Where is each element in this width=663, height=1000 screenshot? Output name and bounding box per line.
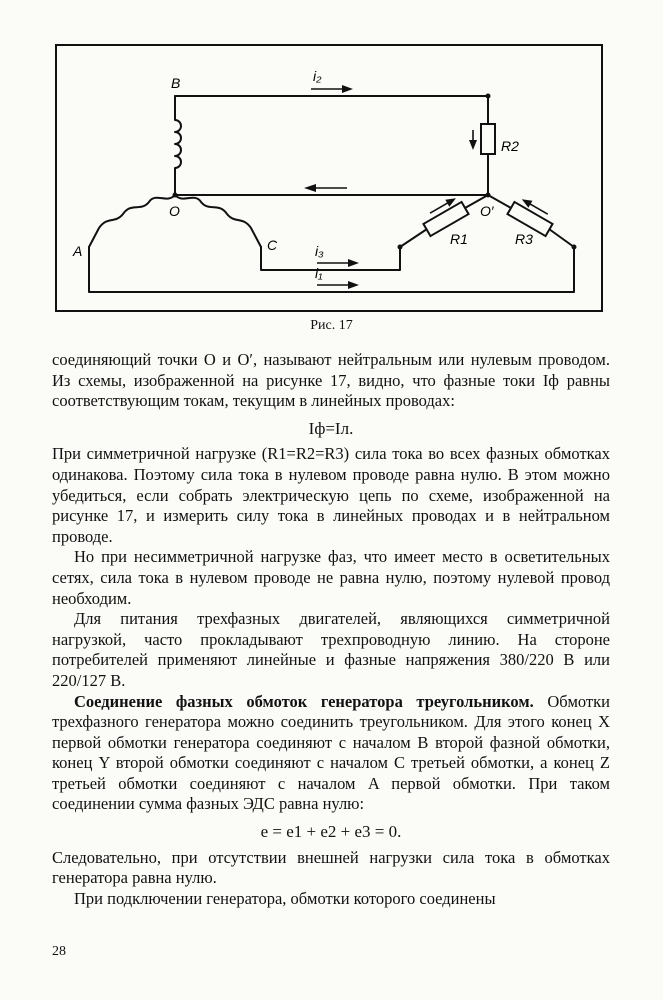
label-i2: i₂: [313, 68, 322, 84]
node-o: [173, 193, 178, 198]
page-number: 28: [52, 944, 66, 959]
label-o: O: [169, 203, 180, 219]
label-i1: i₁: [315, 265, 323, 281]
node-o-prime: [486, 193, 491, 198]
paragraph: При симметричной нагрузке (R1=R2=R3) сила тока во всех фазных обмотках одинакова. Поэтому сила тока в нулевом проводе равна нулю. В этом можно убедиться, если собрать электрическую цепь по схеме, изображенной на рисунке 17, и измерить силу тока в линейных проводах и в нейтральном проводе.: [52, 444, 610, 546]
arrow-i3-icon: [317, 259, 359, 267]
paragraph-delta-connection: [52, 692, 610, 816]
wire-r1-end: [400, 229, 427, 247]
label-i3: i₃: [315, 243, 324, 259]
paragraph-body: Обмотки трехфазного генератора можно соединить треугольником. Для этого конец X первой обмотки генератора соединяют с началом B второй фазной обмотки, конец Y второй обмотки соединяют с началом C третьей обмотки, а конец Z третьей обмотки соединяют с началом A первой обмотки. При таком соединении сумма фазных ЭДС равна нулю:: [52, 691, 610, 814]
resistor-r2: [481, 124, 495, 154]
paragraph: Но при несимметричной нагрузке фаз, что имеет место в осветительных сетях, сила тока в нулевом проводе не равна нулю, поэтому нулевой провод необходим.: [52, 547, 610, 608]
node-b: [486, 94, 491, 99]
arrow-i2-icon: [311, 85, 353, 93]
arrow-neutral-icon: [304, 184, 347, 192]
figure-caption: Рис. 17: [310, 318, 353, 333]
node-r1-end: [398, 245, 403, 250]
arrow-r2-icon: [469, 130, 477, 150]
body-text: [52, 350, 610, 909]
coil-b: [175, 96, 181, 195]
figure-frame: [56, 45, 602, 311]
formula-phase-current: Iф=Iл.: [308, 418, 354, 438]
label-r2: R2: [501, 138, 519, 154]
label-r1: R1: [450, 231, 468, 247]
coil-a: [89, 195, 175, 247]
wire-c-line: [261, 247, 400, 270]
paragraph: Следовательно, при отсутствии внешней нагрузки сила тока в обмотках генератора равна нулю.: [52, 847, 610, 888]
label-r3: R3: [515, 231, 533, 247]
section-heading: Соединение фазных обмоток генератора треугольником.: [74, 691, 534, 711]
wire-b-to-r2: [175, 96, 488, 124]
paragraph: При подключении генератора, обмотки которого соединены: [74, 888, 496, 908]
paragraph: Для питания трехфазных двигателей, являющихся симметричной нагрузкой, часто прокладывают трехпроводную линию. На стороне потребителей применяют линейные и фазные напряжения 380/220 В или 220/127 В.: [52, 609, 610, 690]
circuit-diagram: [55, 44, 603, 312]
paragraph: соединяющий точки O и O′, называют нейтральным или нулевым проводом. Из схемы, изображенной на рисунке 17, видно, что фазные токи Iф равны соответствующим токам, текущим в линейных проводах:: [52, 350, 610, 411]
formula-emf-sum: e = e1 + e2 + e3 = 0.: [260, 822, 402, 842]
arrow-i1-icon: [317, 281, 359, 289]
node-r3-end: [572, 245, 577, 250]
label-a: A: [73, 243, 83, 259]
wire-r3-end: [549, 229, 574, 247]
label-c: C: [267, 237, 278, 253]
label-b: B: [171, 75, 181, 91]
coil-c: [175, 195, 261, 247]
label-o-prime: O′: [480, 203, 494, 219]
